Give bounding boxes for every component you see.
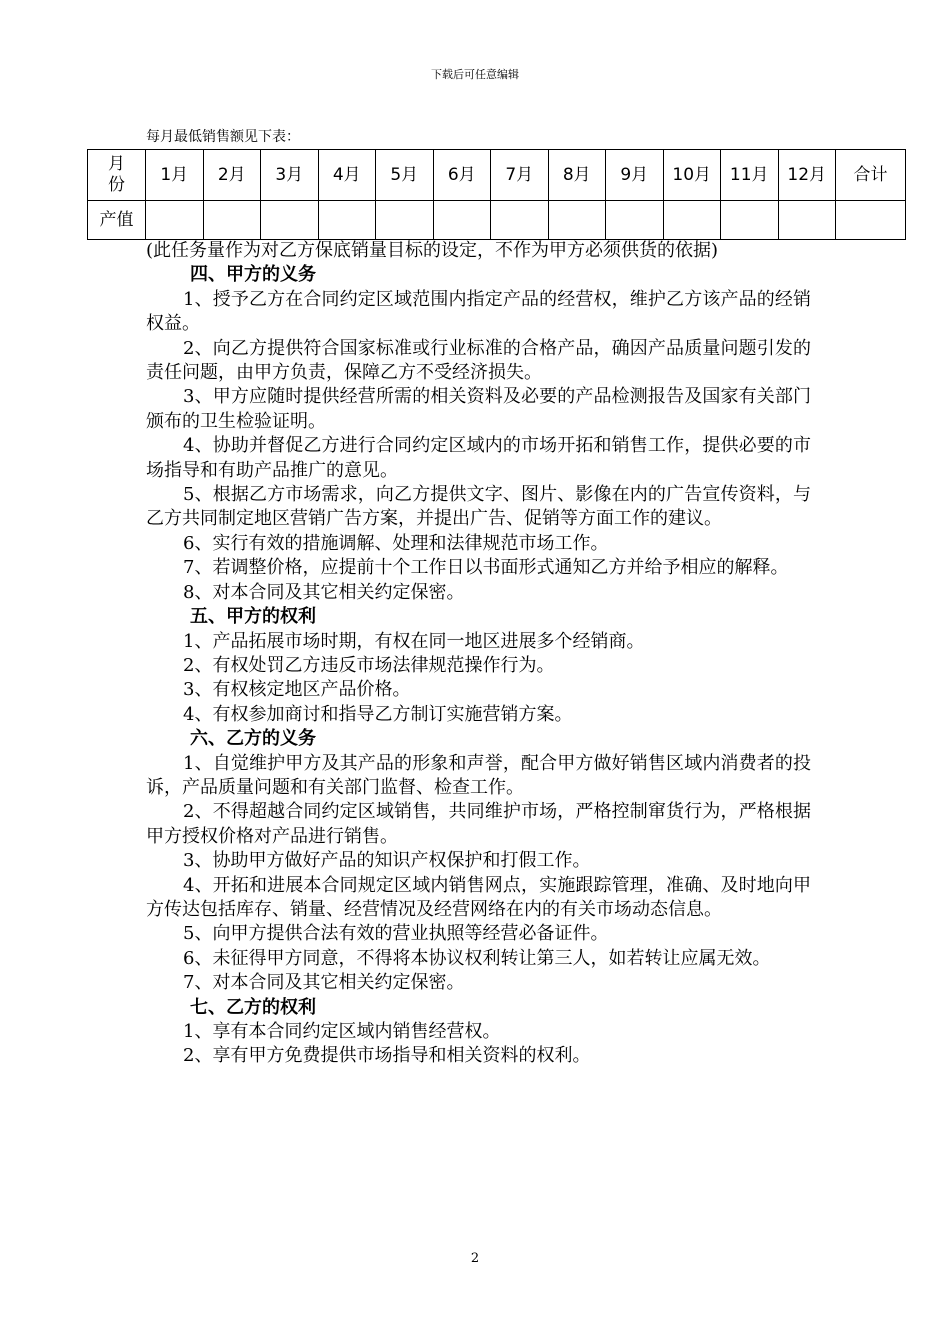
month-cell: 7月 bbox=[491, 150, 549, 201]
clause: 2、享有甲方免费提供市场指导和相关资料的权利。 bbox=[183, 1045, 591, 1067]
clause: 1、享有本合同约定区域内销售经营权。 bbox=[183, 1021, 501, 1042]
table-caption: 每月最低销售额见下表： bbox=[146, 129, 300, 145]
month-header-cell: 月份 bbox=[88, 150, 146, 201]
month-cell: 4月 bbox=[318, 150, 376, 201]
clause: 8、对本合同及其它相关约定保密。 bbox=[183, 581, 465, 603]
clause: 3、甲方应随时提供经营所需的相关资料及必要的产品检测报告及国家有关部门颁布的卫生检验证明。 bbox=[146, 386, 811, 432]
contract-body bbox=[146, 239, 811, 1069]
month-cell: 11月 bbox=[721, 150, 779, 201]
value-cell bbox=[433, 201, 491, 240]
month-cell: 9月 bbox=[606, 150, 664, 201]
month-cell: 3月 bbox=[261, 150, 319, 201]
clause: 5、向甲方提供合法有效的营业执照等经营必备证件。 bbox=[183, 923, 609, 945]
month-cell: 6月 bbox=[433, 150, 491, 201]
clause: 3、协助甲方做好产品的知识产权保护和打假工作。 bbox=[183, 850, 591, 872]
clause: 6、实行有效的措施调解、处理和法律规范市场工作。 bbox=[183, 532, 609, 554]
clause: 2、向乙方提供符合国家标准或行业标准的合格产品，确因产品质量问题引发的责任问题，由甲方负责，保障乙方不受经济损失。 bbox=[146, 337, 811, 384]
table-note: (此任务量作为对乙方保底销量目标的设定，不作为甲方必须供货的依据) bbox=[146, 240, 719, 261]
value-row-label: 产值 bbox=[88, 201, 146, 240]
value-cell bbox=[203, 201, 261, 240]
clause: 1、授予乙方在合同约定区域范围内指定产品的经营权，维护乙方该产品的经销权益。 bbox=[146, 288, 811, 335]
total-header-cell: 合计 bbox=[836, 150, 906, 201]
section-heading: 七、乙方的权利 bbox=[190, 996, 316, 1018]
month-cell: 5月 bbox=[376, 150, 434, 201]
value-cell bbox=[318, 201, 376, 240]
value-cell bbox=[376, 201, 434, 240]
month-cell: 8月 bbox=[548, 150, 606, 201]
clause: 3、有权核定地区产品价格。 bbox=[183, 679, 411, 701]
total-value-cell bbox=[836, 201, 906, 240]
value-cell bbox=[778, 201, 836, 240]
clause: 1、产品拓展市场时期，有权在同一地区进展多个经销商。 bbox=[183, 630, 645, 652]
clause: 7、对本合同及其它相关约定保密。 bbox=[183, 972, 465, 994]
clause: 4、开拓和进展本合同规定区域内销售网点，实施跟踪管理，准确、及时地向甲方传达包括库存、销量、经营情况及经营网络在内的有关市场动态信息。 bbox=[146, 874, 811, 920]
table-value-row bbox=[88, 201, 906, 240]
section-heading: 六、乙方的义务 bbox=[190, 728, 316, 750]
clause: 2、有权处罚乙方违反市场法律规范操作行为。 bbox=[183, 654, 555, 676]
clause: 2、不得超越合同约定区域销售，共同维护市场，严格控制窜货行为，严格根据甲方授权价格对产品进行销售。 bbox=[146, 801, 811, 847]
value-cell bbox=[721, 201, 779, 240]
section-heading: 四、甲方的义务 bbox=[190, 264, 316, 286]
value-cell bbox=[548, 201, 606, 240]
value-cell bbox=[146, 201, 204, 240]
section-heading: 五、甲方的权利 bbox=[190, 606, 316, 628]
sales-target-table bbox=[87, 149, 906, 240]
page-header: 下载后可任意编辑 bbox=[431, 68, 519, 81]
clause: 4、有权参加商讨和指导乙方制订实施营销方案。 bbox=[183, 703, 573, 725]
value-cell bbox=[663, 201, 721, 240]
clause: 5、根据乙方市场需求，向乙方提供文字、图片、影像在内的广告宣传资料，与乙方共同制定地区营销广告方案，并提出广告、促销等方面工作的建议。 bbox=[146, 484, 811, 530]
value-cell bbox=[261, 201, 319, 240]
value-cell bbox=[491, 201, 549, 240]
month-cell: 1月 bbox=[146, 150, 204, 201]
table-header-row bbox=[88, 150, 906, 201]
value-cell bbox=[606, 201, 664, 240]
clause: 6、未征得甲方同意，不得将本协议权利转让第三人，如若转让应属无效。 bbox=[183, 947, 771, 969]
clause: 4、协助并督促乙方进行合同约定区域内的市场开拓和销售工作，提供必要的市场指导和有助产品推广的意见。 bbox=[146, 435, 811, 481]
month-cell: 12月 bbox=[778, 150, 836, 201]
month-cell: 10月 bbox=[663, 150, 721, 201]
clause: 7、若调整价格，应提前十个工作日以书面形式通知乙方并给予相应的解释。 bbox=[183, 557, 789, 579]
page-number: 2 bbox=[470, 1251, 480, 1266]
month-cell: 2月 bbox=[203, 150, 261, 201]
clause: 1、自觉维护甲方及其产品的形象和声誉，配合甲方做好销售区域内消费者的投诉，产品质量问题和有关部门监督、检查工作。 bbox=[146, 752, 811, 798]
